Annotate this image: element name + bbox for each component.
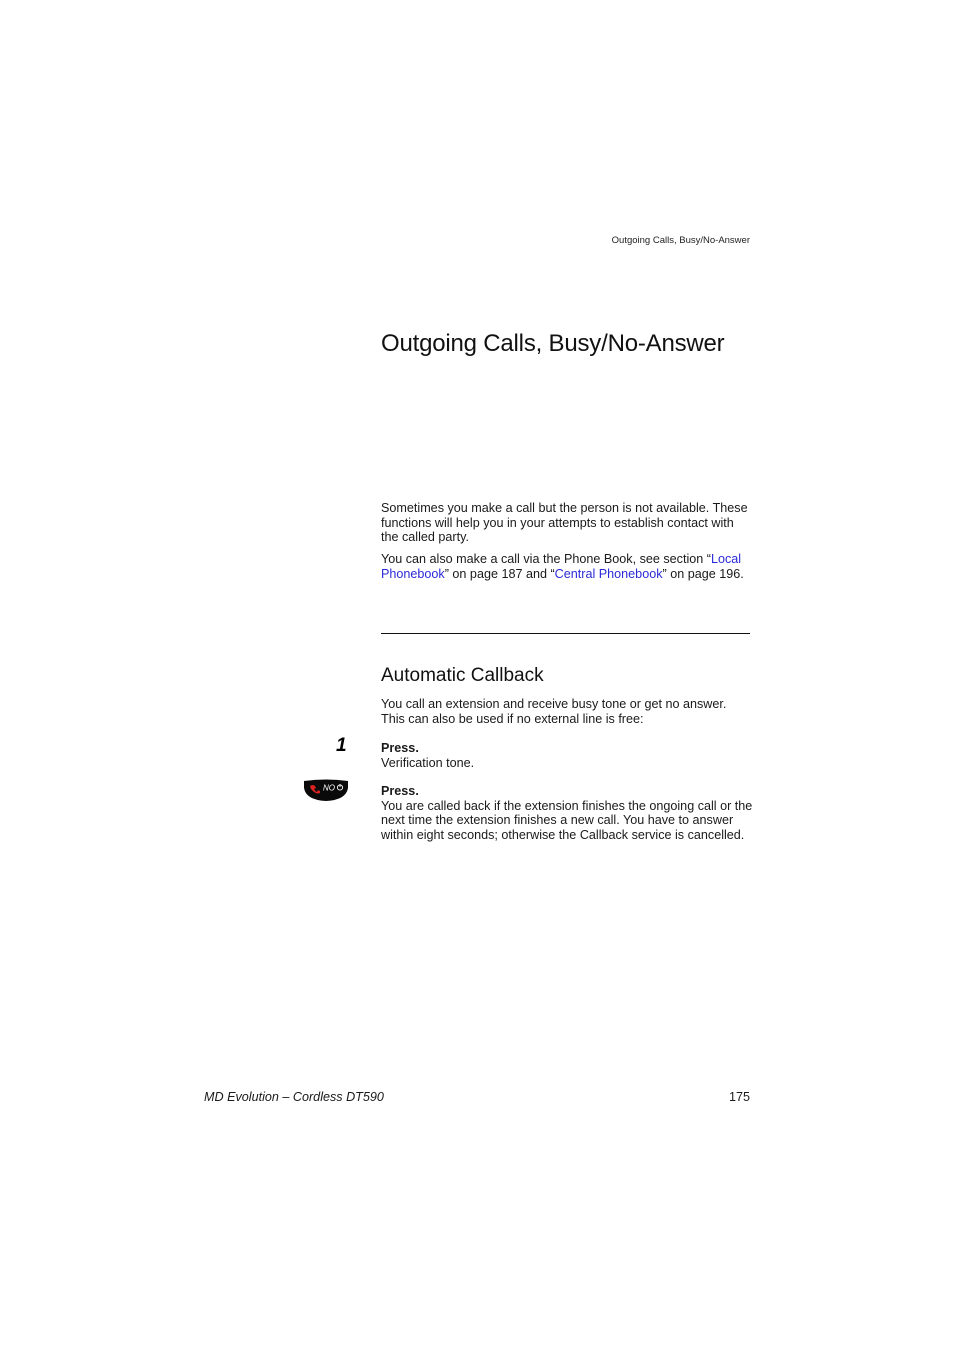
local-phonebook-link[interactable]: Local Phonebook [381, 552, 742, 581]
intro-text-prefix: You can also make a call via the Phone Book, see section “ [381, 552, 711, 566]
section-description: You call an extension and receive busy tone or get no answer. This can also be used if no external line is free: [381, 697, 727, 726]
step-2-action: Press. [381, 784, 419, 798]
key-1-icon: 1 [336, 735, 347, 756]
step-1 [381, 741, 753, 770]
intro-text-mid: ” on page 187 and “ [444, 566, 555, 581]
no-key-label: NO [323, 783, 335, 793]
step-2 [381, 784, 753, 842]
step-1-result: Verification tone. [381, 755, 475, 770]
intro-paragraph-2 [381, 552, 753, 581]
footer-page-number: 175 [728, 1090, 750, 1104]
intro-text-suffix: ” on page 196. [662, 566, 744, 581]
footer-doc-title: MD Evolution – Cordless DT590 [204, 1090, 384, 1104]
section-title: Automatic Callback [381, 665, 544, 686]
step-1-action: Press. [381, 741, 419, 755]
page-title: Outgoing Calls, Busy/No-Answer [381, 330, 725, 357]
no-key-icon [302, 778, 350, 803]
central-phonebook-link[interactable]: Central Phonebook [554, 566, 663, 581]
intro-paragraph-1: Sometimes you make a call but the person is not available. These functions will help you in your attempts to establish contact with the called party. [381, 501, 748, 545]
running-header: Outgoing Calls, Busy/No-Answer [611, 235, 750, 246]
section-divider [381, 633, 750, 634]
step-2-result: You are called back if the extension finishes the ongoing call or the next time the extension finishes a new call. You have to answer within eight seconds; otherwise the Callback service is cancelled. [381, 798, 753, 842]
